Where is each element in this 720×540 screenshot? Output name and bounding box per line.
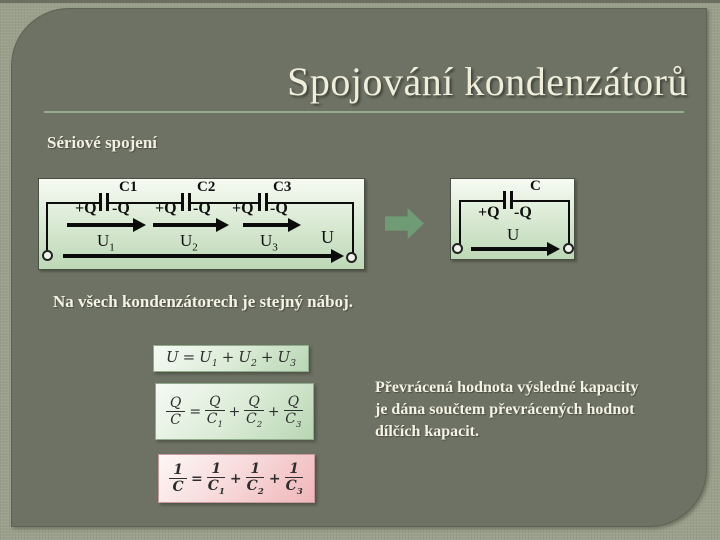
capacitor-plate [99, 193, 102, 211]
plus-sign: + [228, 403, 241, 420]
note-reciprocal-rule [375, 377, 675, 443]
formula-term: $U_3$ [277, 348, 297, 369]
equals-sign: = [182, 348, 196, 366]
plus-sign: + [267, 403, 280, 420]
plus-charge-label: +Q [75, 200, 97, 217]
terminal [346, 252, 357, 263]
note-line: je dána součtem převrácených hodnot [375, 401, 635, 418]
total-voltage-arrow [63, 249, 344, 263]
capacitor-label: C3 [273, 179, 292, 195]
plus-sign: + [221, 348, 235, 366]
plus-sign: + [268, 470, 281, 487]
fraction: $\frac{1}{C_1}$ [207, 460, 225, 497]
note-line: Převrácená hodnota výsledné kapacity [375, 379, 639, 396]
capacitor-plate [265, 193, 268, 211]
capacitor-plate [188, 193, 191, 211]
plus-charge-label: +Q [155, 200, 177, 217]
capacitor-label: C2 [197, 179, 216, 195]
formula-voltage-sum [153, 345, 309, 372]
wire [513, 200, 570, 202]
slide-title: Spojování kondenzátorů [287, 59, 688, 104]
terminal [452, 243, 463, 254]
capacitor-label: C1 [119, 179, 138, 195]
fraction: $\frac{1}{C}$ [169, 462, 187, 495]
fraction: $\frac{Q}{C_2}$ [245, 393, 263, 430]
slide-top-edge [0, 0, 720, 3]
voltage-arrow [471, 242, 560, 256]
minus-charge-label: -Q [193, 200, 211, 217]
terminal [42, 250, 53, 261]
wire [352, 202, 354, 254]
note-line: dílčích kapacit. [375, 423, 480, 440]
capacitor-plate [258, 193, 261, 211]
voltage-arrow [67, 218, 146, 232]
wire [568, 200, 570, 246]
voltage-label: $U_2$ [180, 231, 198, 254]
plus-sign: + [229, 470, 242, 487]
equals-sign: = [190, 470, 203, 487]
fraction: $\frac{Q}{C}$ [166, 395, 185, 428]
voltage-label: U [507, 225, 520, 244]
wire [46, 202, 48, 252]
minus-charge-label: -Q [112, 200, 130, 217]
capacitor-plate [503, 191, 506, 209]
wire [459, 200, 503, 202]
note-equal-charge: Na všech kondenzátorech je stejný náboj. [53, 292, 354, 311]
fraction: $\frac{Q}{C_3}$ [285, 393, 302, 430]
section-subtitle: Sériové spojení [47, 133, 158, 152]
capacitor-plate [510, 191, 513, 209]
fraction: $\frac{Q}{C_1}$ [206, 393, 223, 430]
capacitor-plate [181, 193, 184, 211]
equals-sign: = [189, 403, 202, 420]
fraction: $\frac{1}{C_2}$ [246, 460, 264, 497]
plus-charge-label: +Q [478, 204, 500, 221]
minus-charge-label: -Q [514, 204, 532, 221]
title-underline [44, 111, 684, 113]
total-voltage-label: U [321, 227, 334, 247]
formula-reciprocal-capacitance [158, 454, 315, 503]
wire [459, 200, 461, 246]
minus-charge-label: -Q [270, 200, 288, 217]
plus-charge-label: +Q [232, 200, 254, 217]
fraction: $\frac{1}{C_3}$ [285, 460, 303, 497]
plus-sign: + [260, 348, 274, 366]
series-circuit-diagram [38, 178, 365, 270]
voltage-arrow [153, 218, 229, 232]
capacitor-plate [106, 193, 109, 211]
capacitor-label: C [530, 178, 541, 194]
formula-term: $U_1$ [199, 348, 218, 369]
formula-charge-over-capacitance [155, 383, 314, 440]
voltage-label: $U_1$ [97, 231, 115, 254]
voltage-label: $U_3$ [260, 231, 278, 254]
terminal [563, 243, 574, 254]
formula-term: $U_2$ [238, 348, 257, 369]
equivalent-circuit-diagram [450, 178, 575, 260]
formula-term: U [165, 348, 179, 366]
voltage-arrow [243, 218, 301, 232]
